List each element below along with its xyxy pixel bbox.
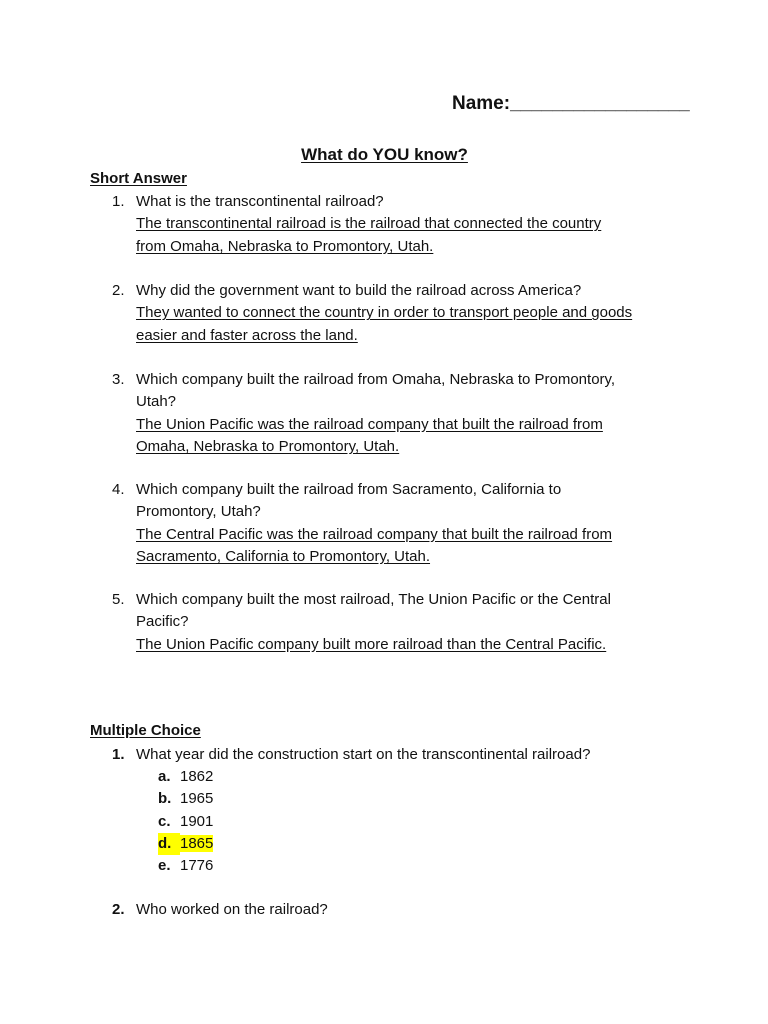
question-line: Promontory, Utah? bbox=[136, 503, 261, 521]
option-value: 1865 bbox=[180, 834, 214, 852]
question-text: What year did the construction start on the transcontinental railroad? bbox=[136, 746, 591, 763]
option-letter: e. bbox=[158, 857, 171, 875]
short-answer-item bbox=[90, 191, 690, 258]
name-field-label: Name:_________________ bbox=[452, 93, 690, 114]
question-number: 5. bbox=[112, 591, 125, 608]
option-letter: d. bbox=[158, 833, 180, 855]
option-letter: b. bbox=[158, 790, 172, 808]
question-text: What is the transcontinental railroad? bbox=[136, 193, 384, 210]
answer-line: The Union Pacific company built more railroad than the Central Pacific. bbox=[136, 635, 607, 653]
answer-options bbox=[158, 766, 213, 877]
question-text bbox=[136, 369, 690, 414]
short-answer-heading: Short Answer bbox=[90, 170, 187, 187]
question-number: 2. bbox=[112, 901, 125, 918]
answer-text bbox=[136, 634, 690, 656]
answer-option[interactable] bbox=[158, 855, 213, 877]
option-letter: c. bbox=[158, 812, 171, 830]
question-line: Which company built the most railroad, The Union Pacific or the Central bbox=[136, 591, 611, 608]
answer-line: easier and faster across the land. bbox=[136, 326, 358, 344]
page-title: What do YOU know? bbox=[301, 145, 468, 164]
answer-line: from Omaha, Nebraska to Promontory, Utah. bbox=[136, 237, 434, 255]
answer-text bbox=[136, 414, 690, 459]
option-value: 1901 bbox=[180, 812, 214, 830]
question-text: Who worked on the railroad? bbox=[136, 901, 328, 918]
multiple-choice-question bbox=[90, 744, 590, 766]
multiple-choice-heading: Multiple Choice bbox=[90, 722, 201, 739]
answer-text bbox=[136, 302, 690, 347]
answer-line: The Central Pacific was the railroad company that built the railroad from bbox=[136, 525, 613, 543]
question-number: 3. bbox=[112, 371, 125, 388]
question-number: 2. bbox=[112, 282, 125, 299]
short-answer-item bbox=[90, 280, 690, 347]
multiple-choice-question bbox=[90, 899, 328, 921]
question-line: Utah? bbox=[136, 393, 177, 411]
answer-option[interactable] bbox=[158, 811, 213, 833]
answer-line: Omaha, Nebraska to Promontory, Utah. bbox=[136, 437, 400, 455]
answer-line: They wanted to connect the country in order to transport people and goods bbox=[136, 304, 633, 322]
short-answer-item bbox=[90, 369, 690, 458]
option-value: 1776 bbox=[180, 857, 214, 875]
answer-text bbox=[136, 524, 690, 569]
question-number: 1. bbox=[112, 746, 125, 763]
question-line: Which company built the railroad from Sacramento, California to bbox=[136, 481, 562, 498]
answer-line: The transcontinental railroad is the railroad that connected the country bbox=[136, 215, 602, 233]
question-number: 1. bbox=[112, 193, 125, 210]
option-value: 1965 bbox=[180, 790, 214, 808]
short-answer-item bbox=[90, 479, 690, 568]
answer-text bbox=[136, 213, 690, 258]
answer-line: The Union Pacific was the railroad company that built the railroad from bbox=[136, 415, 603, 433]
question-text bbox=[136, 589, 690, 634]
answer-option[interactable] bbox=[158, 766, 213, 788]
answer-line: Sacramento, California to Promontory, Utah. bbox=[136, 547, 431, 565]
short-answer-item bbox=[90, 589, 690, 656]
option-letter: a. bbox=[158, 768, 171, 785]
question-text bbox=[136, 479, 690, 524]
page-title-wrapper bbox=[0, 145, 768, 165]
answer-option-highlighted[interactable] bbox=[158, 833, 213, 855]
question-number: 4. bbox=[112, 481, 125, 498]
question-line: Which company built the railroad from Omaha, Nebraska to Promontory, bbox=[136, 371, 616, 388]
question-text: Why did the government want to build the railroad across America? bbox=[136, 282, 582, 299]
option-value: 1862 bbox=[180, 768, 214, 785]
answer-option[interactable] bbox=[158, 788, 213, 810]
question-line: Pacific? bbox=[136, 613, 189, 631]
